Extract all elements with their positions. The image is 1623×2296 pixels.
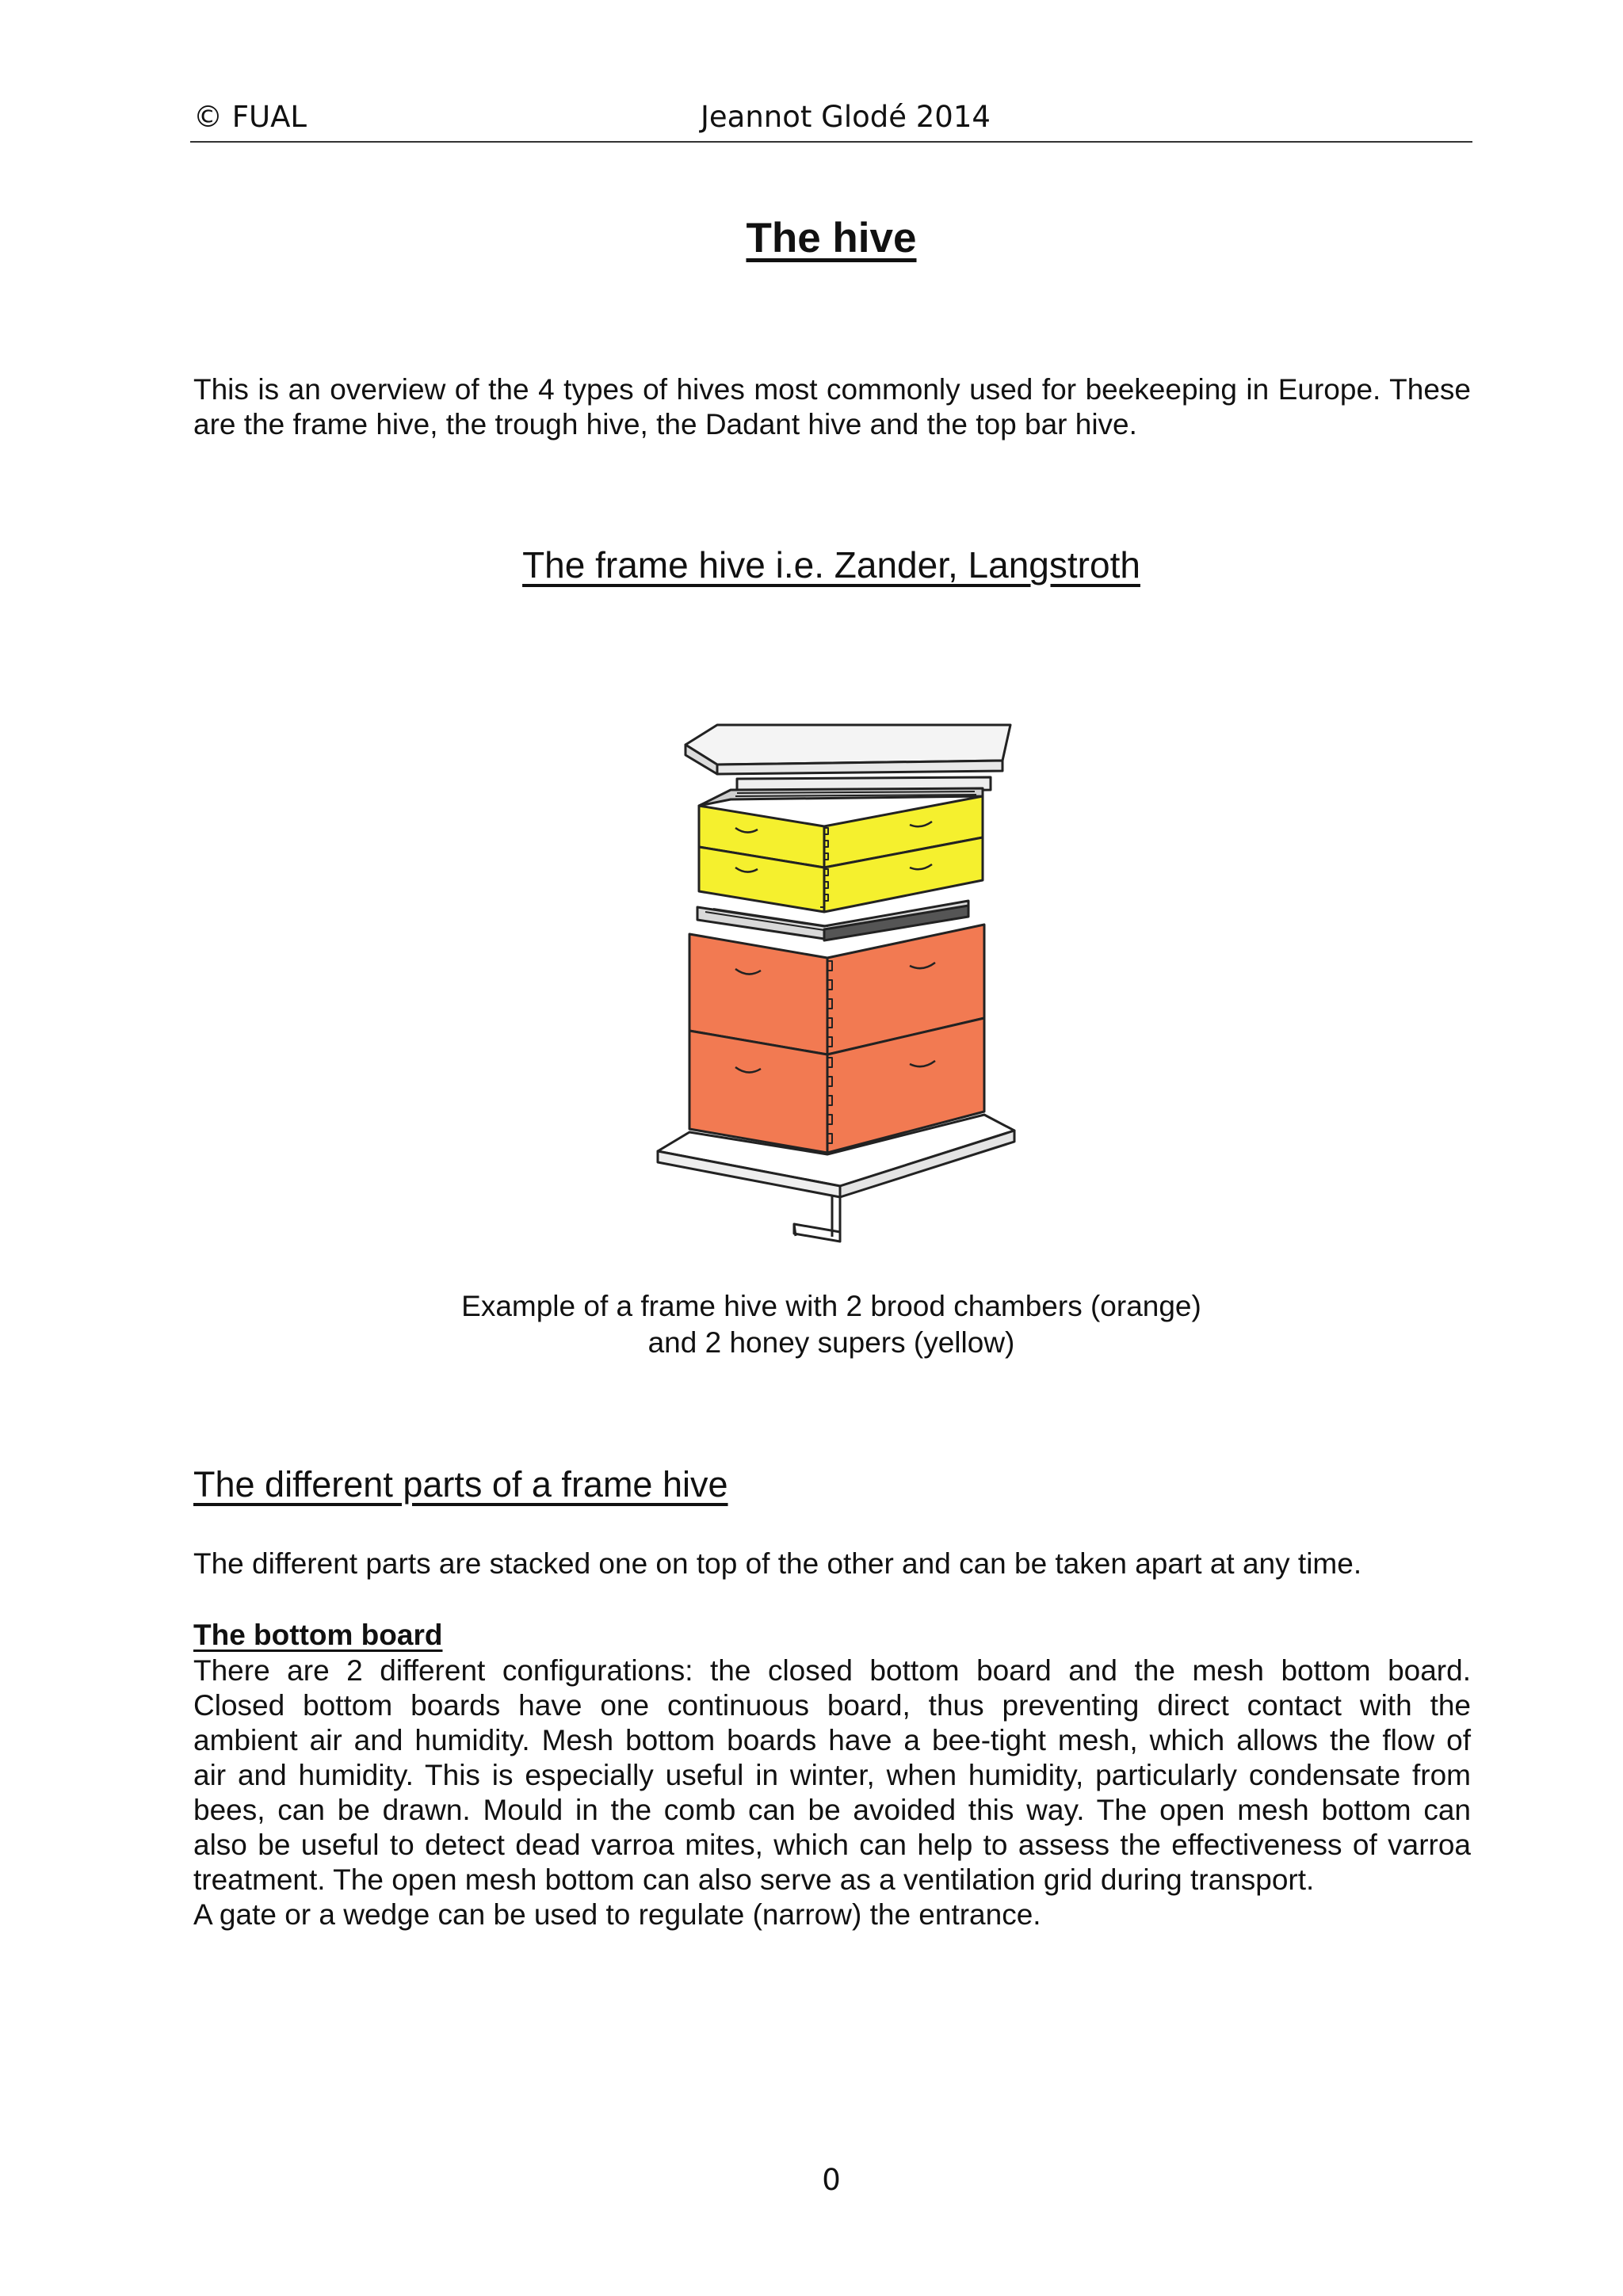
intro-paragraph: This is an overview of the 4 types of hives most commonly used for beekeeping in Europe. These are the frame hive, the trough hive, the Dadant hive and the top bar hive. [193, 373, 1471, 441]
paragraph-line: There are 2 different configurations: the closed bottom board and the mesh bottom board. [193, 1654, 1471, 1687]
author-text: Jeannot Glodé 2014 [701, 100, 991, 134]
caption-line-1: Example of a frame hive with 2 brood chambers (orange) [461, 1290, 1201, 1322]
parts-heading: The different parts of a frame hive [193, 1464, 728, 1505]
hive-lid-top [685, 725, 1010, 765]
copyright-text: © FUAL [193, 100, 307, 134]
page-number: 0 [822, 2163, 841, 2197]
paragraph-line: Closed bottom boards have one continuous board, thus preventing direct contact with the [193, 1689, 1471, 1722]
frame-hive-illustration [642, 717, 1022, 1264]
paragraph-line: also be useful to detect dead varroa mites, which can help to assess the effectiveness of varroa [193, 1829, 1471, 1861]
paragraph-line: air and humidity. This is especially useful in winter, when humidity, particularly condensate from [193, 1759, 1471, 1791]
bottom-board-heading: The bottom board [193, 1619, 443, 1651]
page-header [190, 97, 1472, 143]
parts-intro-paragraph: The different parts are stacked one on top of the other and can be taken apart at any time. [193, 1547, 1362, 1580]
paragraph-line: A gate or a wedge can be used to regulate (narrow) the entrance. [193, 1898, 1041, 1931]
bottom-board-paragraph [193, 1653, 1471, 1932]
paragraph-line: ambient air and humidity. Mesh bottom boards have a bee-tight mesh, which allows the flow of [193, 1724, 1471, 1756]
paragraph-line: bees, can be drawn. Mould in the comb can be avoided this way. The open mesh bottom can [193, 1794, 1471, 1826]
section-title-frame-hive: The frame hive i.e. Zander, Langstroth [522, 544, 1140, 585]
caption-line-2: and 2 honey supers (yellow) [647, 1326, 1015, 1359]
paragraph-line: treatment. The open mesh bottom can also serve as a ventilation grid during transport. [193, 1863, 1315, 1896]
figure-caption [0, 1288, 1623, 1361]
page-title: The hive [746, 215, 917, 261]
